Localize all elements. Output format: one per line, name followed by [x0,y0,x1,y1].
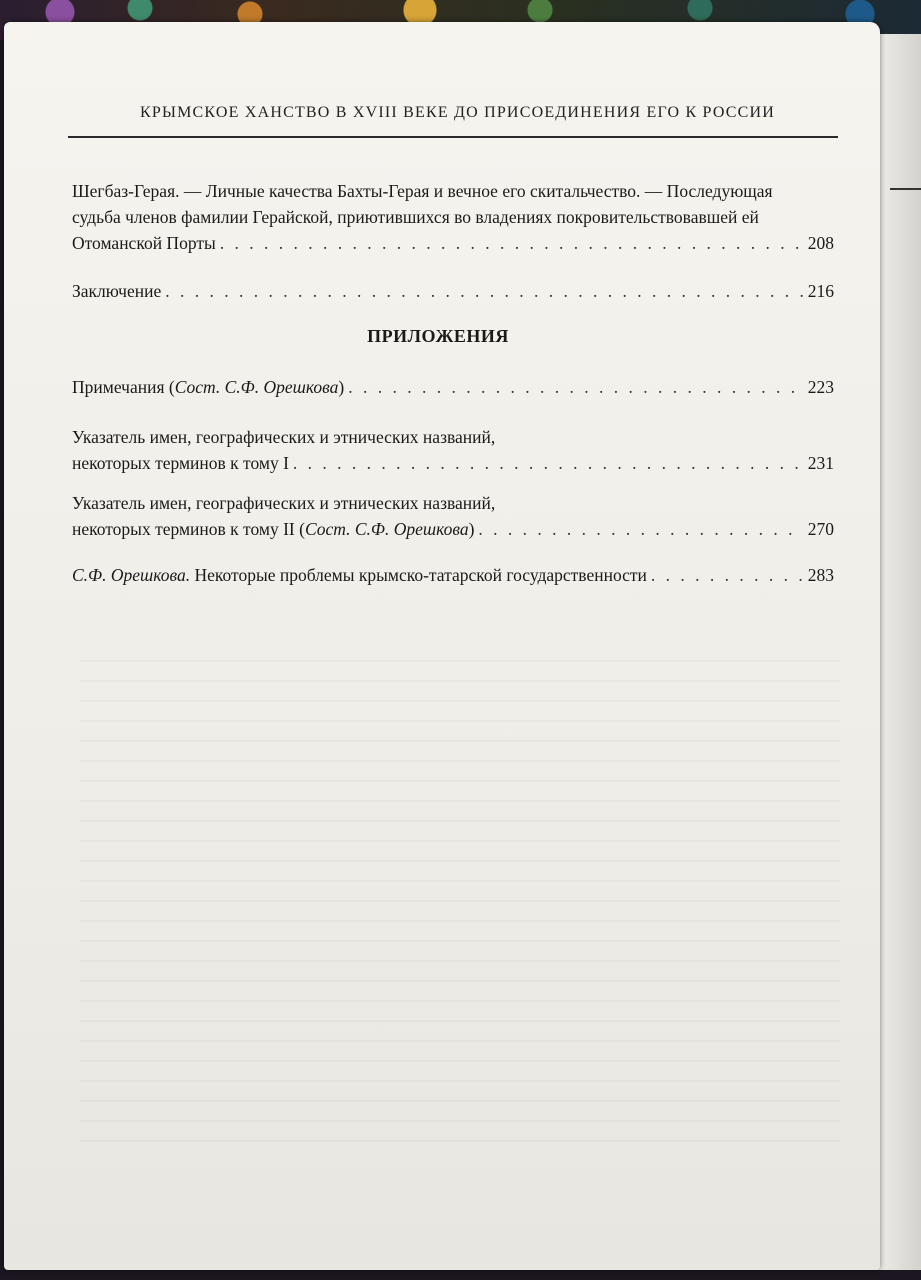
toc-title: Некоторые проблемы крымско-татарской государственности [190,565,647,585]
section-title: ПРИЛОЖЕНИЯ [367,326,509,346]
page-number: 208 [807,233,834,253]
leader-dots [165,278,804,304]
toc-line [72,450,834,476]
toc-text [72,562,647,588]
toc-line [72,230,834,256]
toc-line [72,374,834,400]
toc-line [72,178,834,204]
toc-line [72,204,834,230]
toc-entry-notes [72,374,834,400]
page-number: 283 [807,565,834,585]
leader-dots [478,516,803,542]
page-number: 231 [807,453,834,473]
toc-close: ) [338,377,345,397]
leader-dots [220,230,804,256]
toc-text [72,374,344,400]
running-head: КРЫМСКОЕ ХАНСТВО В XVIII ВЕКЕ ДО ПРИСОЕДИНЕНИЯ ЕГО К РОССИИ [140,104,776,121]
toc-line [72,424,834,450]
toc-entry-index-vol2 [72,490,834,542]
toc-close: ) [468,519,475,539]
leader-dots [348,374,804,400]
page-number: 223 [807,377,834,397]
next-page-rule [890,188,921,190]
toc-text: судьба членов фамилии Герайской, приютившихся во владениях покровительствовавшей ей [72,207,759,227]
toc-author: С.Ф. Орешкова. [72,565,191,585]
page-number: 216 [807,281,834,301]
show-through-texture [80,660,840,1160]
toc-line [72,562,834,588]
header-rule [68,136,838,138]
toc-entry-conclusion [72,278,834,304]
toc-entry-gerai-fate [72,178,834,256]
toc-title: Примечания ( [72,377,175,397]
leader-dots [293,450,804,476]
toc-text: некоторых терминов к тому I [72,453,289,473]
toc-credit: Сост. С.Ф. Орешкова [304,519,469,539]
toc-line [72,278,834,304]
toc-text: Шегбаз-Герая. — Личные качества Бахты-Герая и вечное его скитальчество. — Последующая [72,181,773,201]
toc-text: Заключение [72,281,162,301]
toc-text [72,516,474,542]
toc-entry-index-vol1 [72,424,834,476]
leader-dots [651,562,804,588]
toc-title: некоторых терминов к тому II ( [72,519,305,539]
toc-credit: Сост. С.Ф. Орешкова [174,377,339,397]
toc-entry-oreshkova-article [72,562,834,588]
toc-line [72,516,834,542]
toc-text: Указатель имен, географических и этнических названий, [72,493,496,513]
toc-text: Отоманской Порты [72,233,216,253]
page-number: 270 [807,519,834,539]
toc-text: Указатель имен, географических и этнических названий, [72,427,496,447]
toc-line [72,490,834,516]
